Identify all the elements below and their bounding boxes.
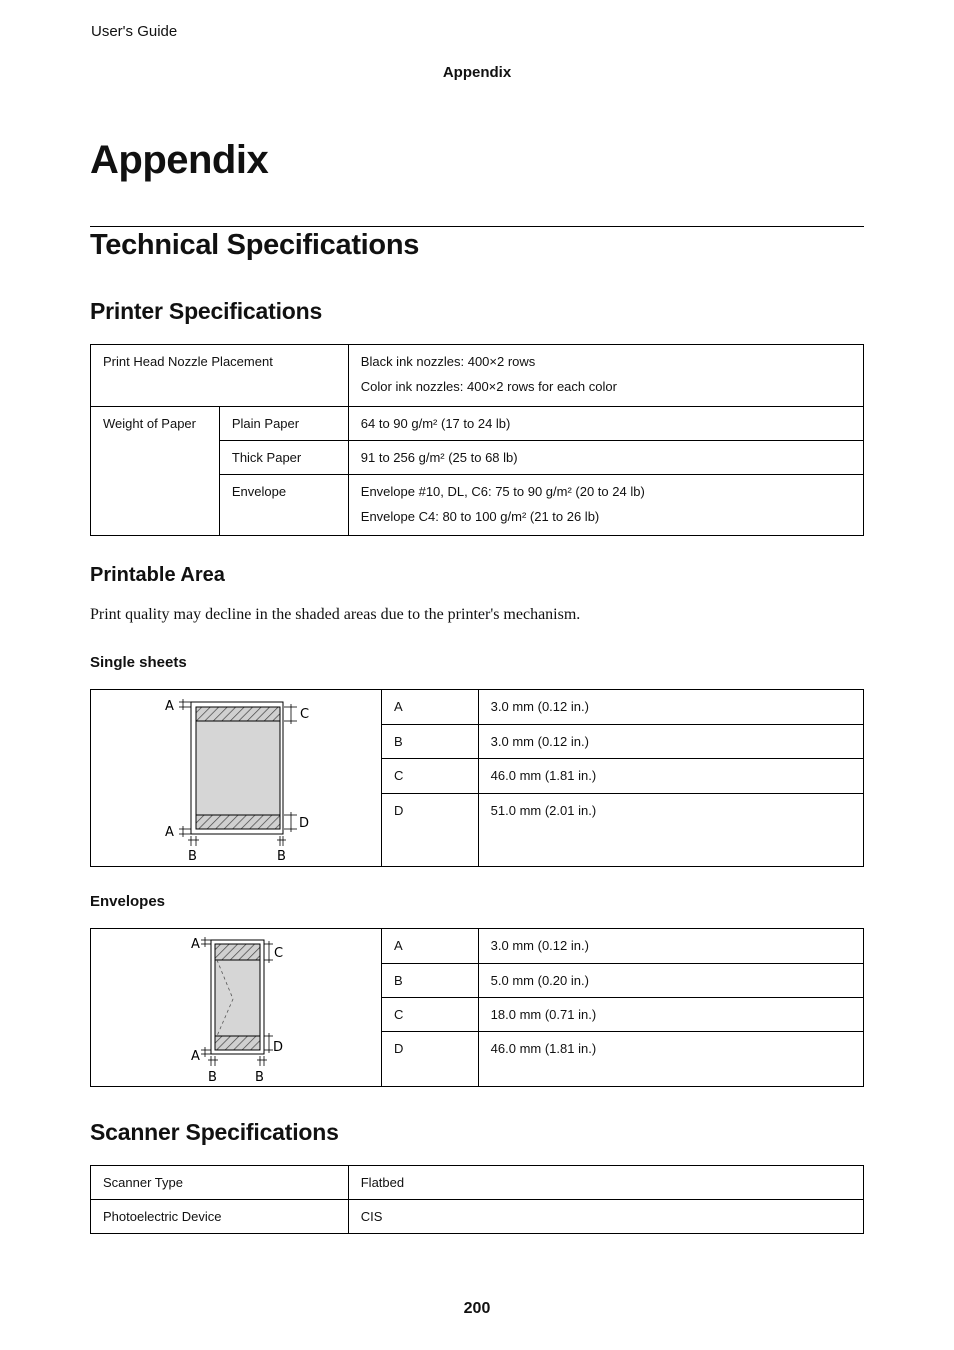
- label-d: D: [299, 816, 310, 831]
- margin-key: A: [382, 929, 479, 964]
- margin-value: 46.0 mm (1.81 in.): [478, 759, 863, 793]
- page-title: Appendix: [90, 138, 269, 182]
- margin-value: 3.0 mm (0.12 in.): [478, 725, 863, 759]
- margin-key: C: [382, 759, 479, 793]
- nozzle-value-black: Black ink nozzles: 400×2 rows: [360, 354, 536, 369]
- printer-specs-heading: Printer Specifications: [90, 298, 323, 324]
- margin-key: D: [382, 793, 479, 866]
- paper-type: Thick Paper: [219, 441, 348, 475]
- top-shaded-area: [215, 944, 260, 960]
- running-header-title: User's Guide: [91, 23, 178, 40]
- margin-value: 3.0 mm (0.12 in.): [478, 929, 863, 964]
- page-number: 200: [463, 1300, 491, 1317]
- table-row: [91, 929, 864, 964]
- margin-key: B: [382, 964, 479, 998]
- paper-weight: [348, 475, 863, 536]
- single-sheet-diagram-cell: [91, 690, 382, 867]
- tech-specs-heading: Technical Specifications: [90, 229, 420, 261]
- label-b-left: B: [188, 849, 197, 864]
- paper-weight: 91 to 256 g/m² (25 to 68 lb): [348, 441, 863, 475]
- weight-label: Weight of Paper: [91, 407, 220, 536]
- printable-area-heading: Printable Area: [90, 564, 225, 586]
- nozzle-values: [348, 345, 863, 407]
- label-a-bottom: A: [191, 1049, 200, 1064]
- scanner-spec-value: Flatbed: [348, 1166, 863, 1200]
- printable-region: [196, 707, 280, 829]
- running-header-section: Appendix: [442, 64, 512, 81]
- margin-value: 5.0 mm (0.20 in.): [478, 964, 863, 998]
- envelope-diagram: [91, 929, 381, 1086]
- paper-type: Plain Paper: [219, 407, 348, 441]
- envelope-diagram-cell: [91, 929, 382, 1087]
- table-row: [91, 690, 864, 725]
- label-c: C: [300, 707, 310, 722]
- label-d: D: [273, 1040, 284, 1055]
- envelopes-table: [90, 928, 864, 1087]
- top-shaded-area: [196, 707, 280, 721]
- heading-divider: [90, 226, 864, 227]
- envelope-weight-1: Envelope #10, DL, C6: 75 to 90 g/m² (20 to 24 lb): [360, 484, 645, 499]
- table-row: [91, 345, 864, 407]
- scanner-spec-value: CIS: [348, 1200, 863, 1234]
- table-row: [91, 1166, 864, 1200]
- margin-value: 3.0 mm (0.12 in.): [478, 690, 863, 725]
- label-b-right: B: [255, 1070, 264, 1085]
- label-c: C: [274, 946, 284, 961]
- margin-value: 51.0 mm (2.01 in.): [478, 793, 863, 866]
- label-b-left: B: [208, 1070, 217, 1085]
- scanner-spec-label: Scanner Type: [91, 1166, 349, 1200]
- margin-key: A: [382, 690, 479, 725]
- bottom-shaded-area: [215, 1036, 260, 1050]
- label-a-top: A: [191, 937, 200, 952]
- printer-specs-table: [90, 344, 864, 536]
- label-b-right: B: [277, 849, 286, 864]
- printable-area-note: Print quality may decline in the shaded areas due to the printer's mechanism.: [90, 606, 581, 623]
- paper-weight: 64 to 90 g/m² (17 to 24 lb): [348, 407, 863, 441]
- margin-key: D: [382, 1032, 479, 1087]
- table-row: [91, 407, 864, 441]
- table-row: [91, 1200, 864, 1234]
- single-sheets-heading: Single sheets: [90, 654, 187, 671]
- paper-type: Envelope: [219, 475, 348, 536]
- envelope-weight-2: Envelope C4: 80 to 100 g/m² (21 to 26 lb): [360, 509, 600, 524]
- single-sheet-diagram: [91, 690, 381, 866]
- label-a-top: A: [165, 699, 174, 714]
- nozzle-value-color: Color ink nozzles: 400×2 rows for each color: [360, 379, 617, 394]
- nozzle-label: Print Head Nozzle Placement: [91, 345, 349, 407]
- single-sheets-table: [90, 689, 864, 867]
- scanner-specs-table: [90, 1165, 864, 1234]
- margin-key: C: [382, 998, 479, 1032]
- margin-value: 46.0 mm (1.81 in.): [478, 1032, 863, 1087]
- label-a-bottom: A: [165, 825, 174, 840]
- margin-value: 18.0 mm (0.71 in.): [478, 998, 863, 1032]
- scanner-specs-heading: Scanner Specifications: [90, 1119, 339, 1145]
- margin-key: B: [382, 725, 479, 759]
- envelopes-heading: Envelopes: [90, 893, 166, 910]
- bottom-shaded-area: [196, 815, 280, 829]
- scanner-spec-label: Photoelectric Device: [91, 1200, 349, 1234]
